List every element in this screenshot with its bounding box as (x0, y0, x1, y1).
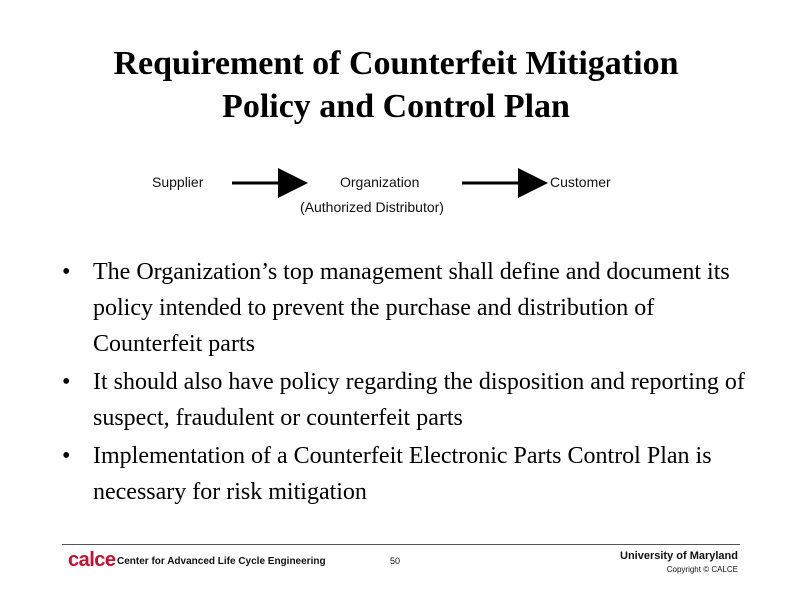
slide-title-line1: Requirement of Counterfeit Mitigation (113, 45, 679, 82)
copyright-notice: Copyright © CALCE (666, 565, 738, 574)
flow-node-supplier: Supplier (152, 174, 204, 190)
slide-title (0, 42, 792, 128)
list-item (58, 364, 758, 436)
bullet-text: The Organization’s top management shall define and document its policy intended to prevent the purchase and distribution of Counterfeit parts (93, 259, 730, 357)
footer-divider (62, 544, 740, 545)
list-item (58, 254, 758, 362)
university-name: University of Maryland (620, 550, 738, 562)
bullet-text: Implementation of a Counterfeit Electronic Parts Control Plan is necessary for risk mitigation (93, 443, 712, 505)
page-number: 50 (390, 556, 401, 566)
bullet-icon: • (62, 259, 71, 285)
bullet-icon: • (62, 369, 71, 395)
list-item (58, 438, 758, 510)
bullet-list (58, 254, 758, 512)
flow-node-customer: Customer (550, 174, 611, 190)
flow-node-organization-sub: (Authorized Distributor) (300, 199, 444, 215)
flow-node-organization: Organization (340, 174, 420, 190)
bullet-text: It should also have policy regarding the disposition and reporting of suspect, fraudulent or counterfeit parts (93, 369, 745, 431)
center-name: Center for Advanced Life Cycle Engineering (117, 556, 326, 567)
bullet-icon: • (62, 443, 71, 469)
slide-title-line2: Policy and Control Plan (222, 88, 570, 125)
calce-logo: calce (68, 549, 116, 571)
supply-chain-diagram (150, 142, 642, 232)
